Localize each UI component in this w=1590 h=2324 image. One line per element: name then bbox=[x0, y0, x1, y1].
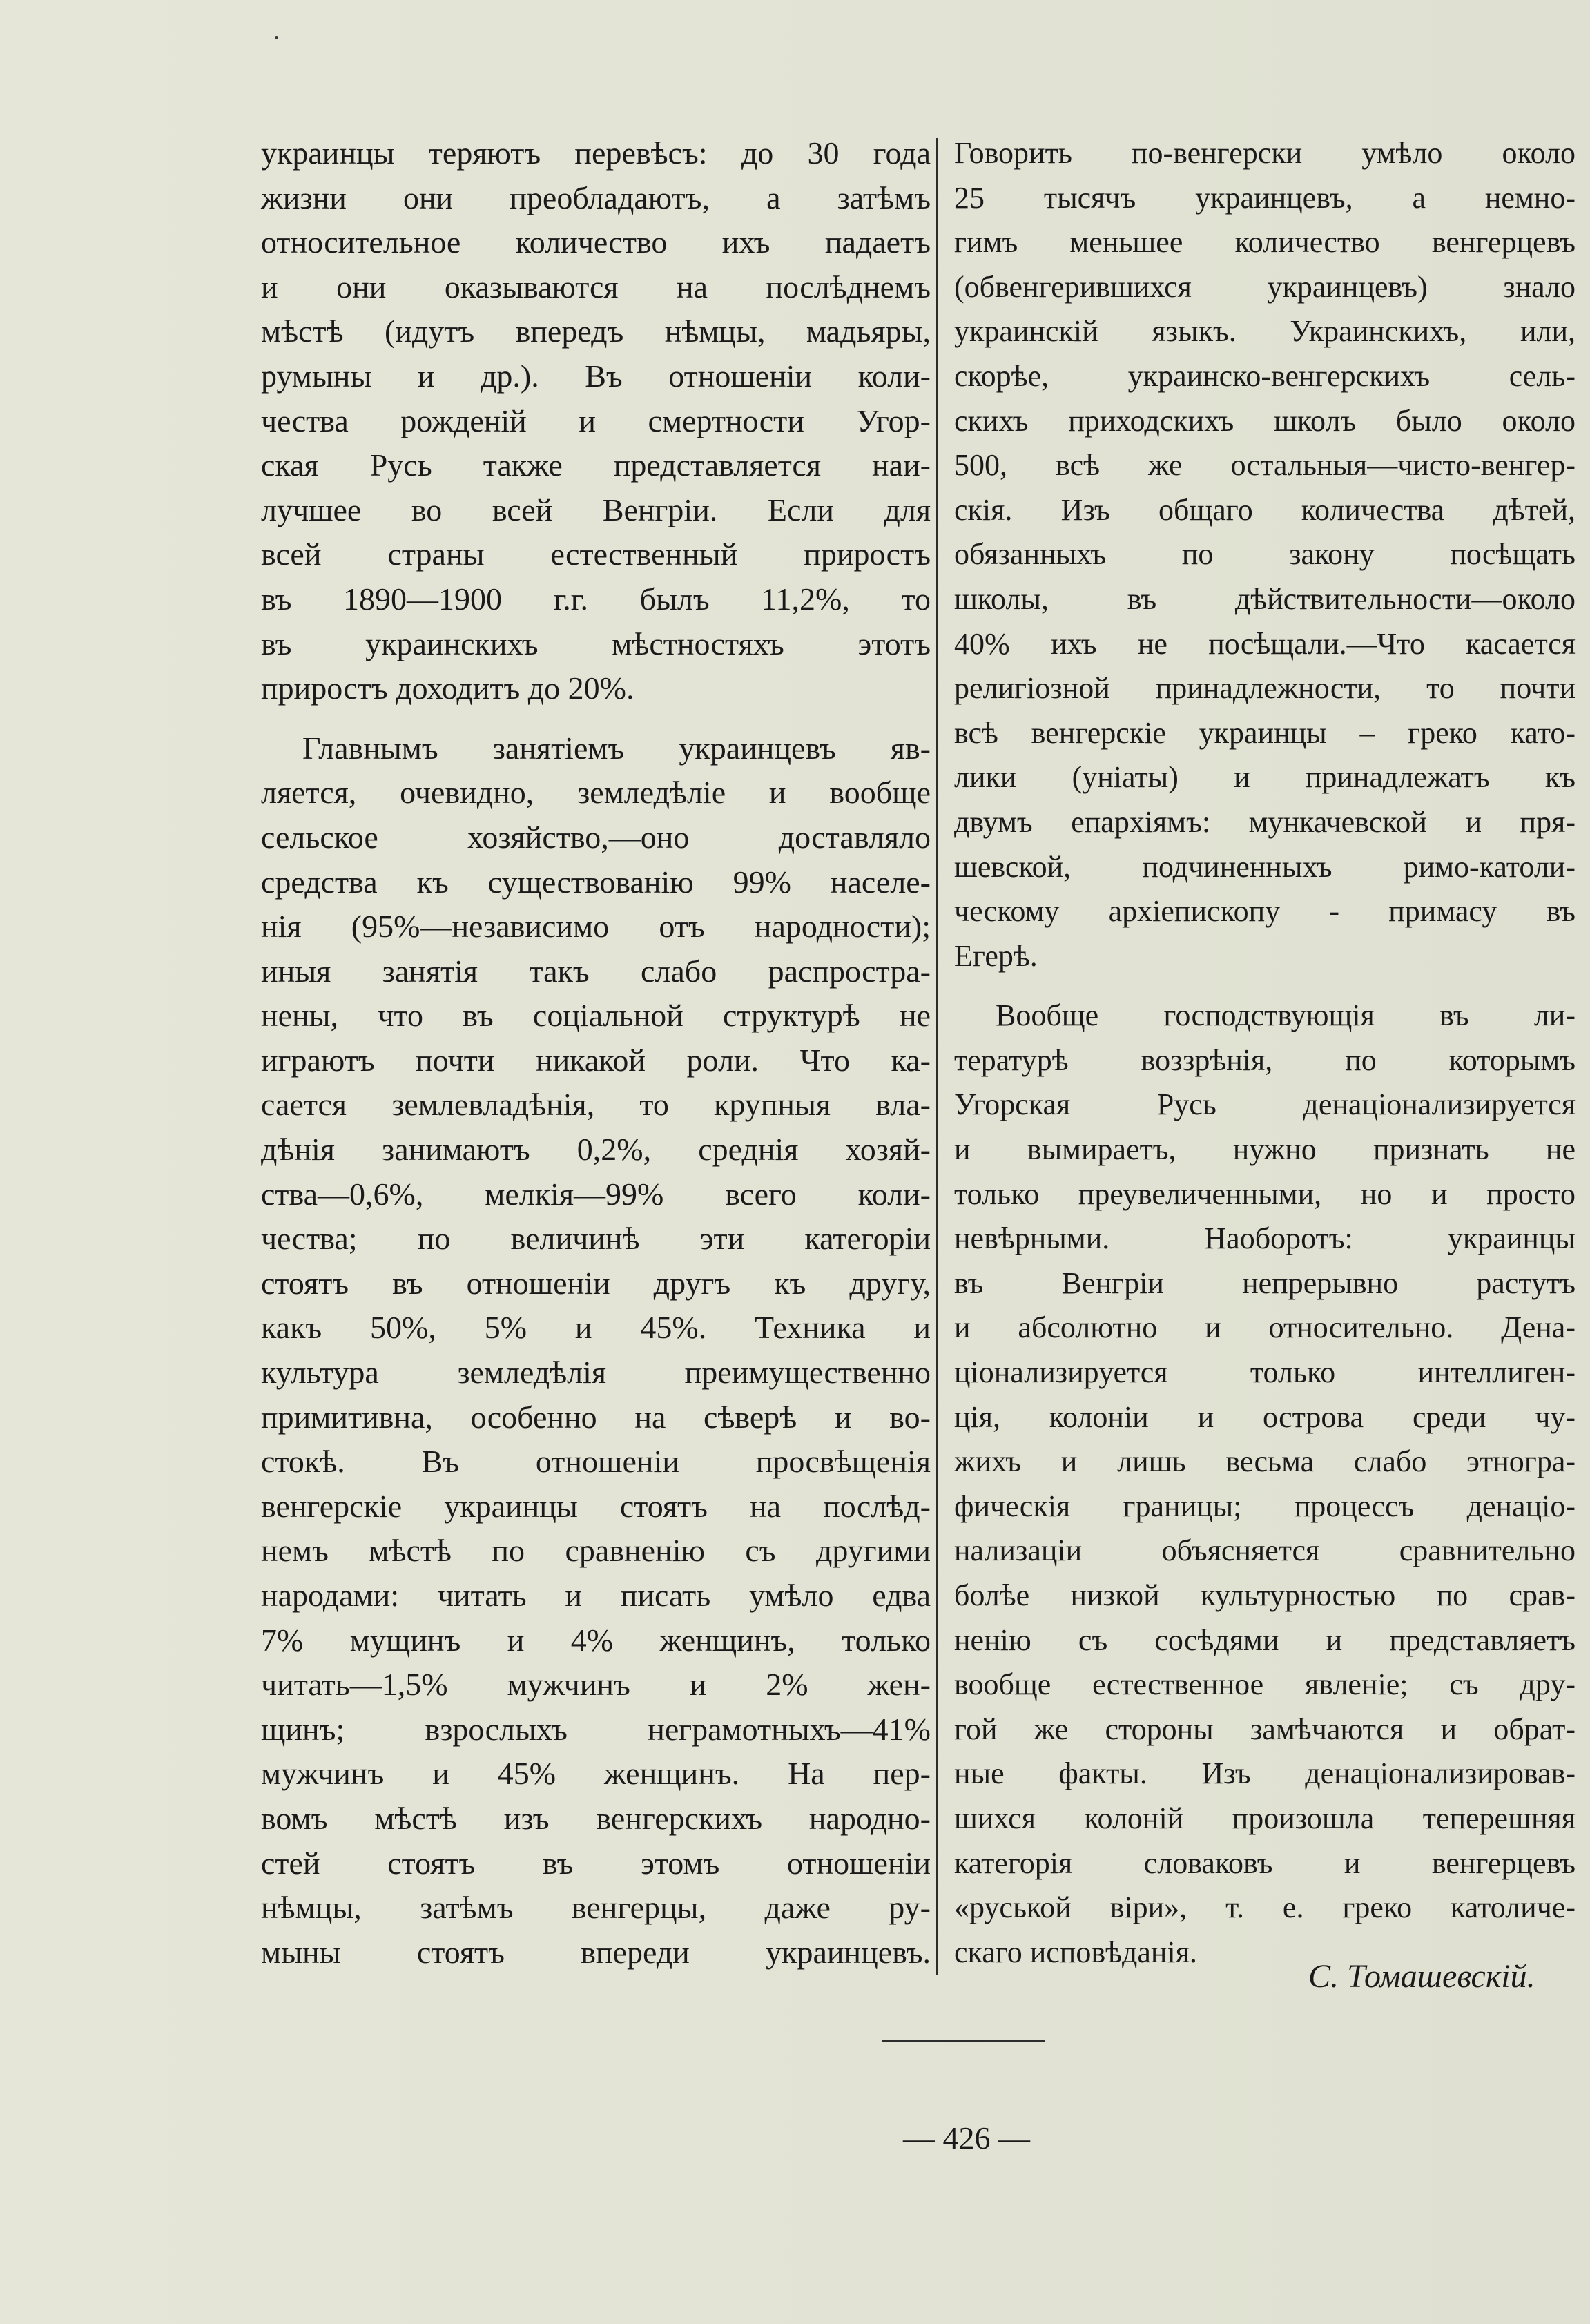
text-line: средства къ существованію 99% населе- bbox=[261, 864, 931, 900]
text-line: скихъ приходскихъ школъ было около bbox=[954, 403, 1576, 438]
text-line: мужчинъ и 45% женщинъ. На пер- bbox=[261, 1756, 931, 1792]
text-line: народами: читать и писать умѣло едва bbox=[261, 1578, 931, 1613]
text-line: украинскій языкъ. Украинскихъ, или, bbox=[954, 314, 1576, 349]
text-line: 40% ихъ не посѣщали.—Что касается bbox=[954, 626, 1576, 661]
speck bbox=[275, 36, 278, 39]
text-line: ства—0,6%, мелкія—99% всего коли- bbox=[261, 1176, 931, 1212]
text-line: 500, всѣ же остальныя—чисто-венгер- bbox=[954, 448, 1576, 483]
text-line: венгерскіе украинцы стоятъ на послѣд- bbox=[261, 1488, 931, 1524]
text-line: скаго исповѣданія. bbox=[954, 1935, 1197, 1969]
text-line: жизни они преобладаютъ, а затѣмъ bbox=[261, 180, 931, 215]
text-line: стей стоятъ въ этомъ отношеніи bbox=[261, 1845, 931, 1881]
text-line: ціонализируется только интеллиген- bbox=[954, 1355, 1576, 1390]
text-line: двумъ епархіямъ: мункачевской и пря- bbox=[954, 804, 1576, 839]
text-line: скія. Изъ общаго количества дѣтей, bbox=[954, 492, 1576, 527]
text-line: сельское хозяйство,—оно доставляло bbox=[261, 819, 931, 855]
text-line: 7% мущинъ и 4% женщинъ, только bbox=[261, 1622, 931, 1658]
text-line: мѣстѣ (идутъ впередъ нѣмцы, мадьяры, bbox=[261, 313, 931, 349]
text-line: въ Венгріи непрерывно растутъ bbox=[954, 1266, 1576, 1300]
right-column bbox=[954, 131, 1576, 1975]
text-line: ція, колоніи и острова среди чу- bbox=[954, 1400, 1576, 1434]
text-line: ненію съ сосѣдями и представляетъ bbox=[954, 1623, 1576, 1657]
text-line: и вымираетъ, нужно признать не bbox=[954, 1132, 1576, 1167]
text-line: только преувеличенными, но и просто bbox=[954, 1176, 1576, 1211]
text-line: (обвенгерившихся украинцевъ) знало bbox=[954, 269, 1576, 304]
text-line: ные факты. Изъ денаціонализировав- bbox=[954, 1756, 1576, 1791]
text-line: религіозной принадлежности, то почти bbox=[954, 671, 1576, 706]
text-line: жихъ и лишь весьма слабо этногра- bbox=[954, 1444, 1576, 1479]
text-line: чества; по величинѣ эти категоріи bbox=[261, 1221, 931, 1257]
left-column bbox=[261, 131, 931, 1975]
text-line: всѣ венгерскіе украинцы – греко като- bbox=[954, 715, 1576, 750]
text-line: тературѣ воззрѣнія, по которымъ bbox=[954, 1043, 1576, 1077]
text-line: иныя занятія такъ слабо распростра- bbox=[261, 953, 931, 989]
author-signature: С. Томашевскій. bbox=[1308, 1958, 1535, 1995]
text-line: въ украинскихъ мѣстностяхъ этотъ bbox=[261, 626, 931, 661]
text-line: нализаціи объясняется сравнительно bbox=[954, 1533, 1576, 1568]
column-divider bbox=[936, 138, 938, 1975]
text-line: Главнымъ занятіемъ украинцевъ яв- bbox=[302, 730, 931, 766]
text-line: играютъ почти никакой роли. Что ка- bbox=[261, 1042, 931, 1078]
text-line: Угорская Русь денаціонализируется bbox=[954, 1087, 1576, 1122]
text-line: шихся колоній произошла теперешняя bbox=[954, 1801, 1576, 1835]
text-line: ляется, очевидно, земледѣліе и вообще bbox=[261, 775, 931, 811]
text-line: мыны стоятъ впереди украинцевъ. bbox=[261, 1934, 931, 1970]
text-line: дѣнія занимаютъ 0,2%, среднія хозяй- bbox=[261, 1132, 931, 1168]
text-line: школы, въ дѣйствительности—около bbox=[954, 581, 1576, 616]
text-line: немъ мѣстѣ по сравненію съ другими bbox=[261, 1533, 931, 1569]
text-line: скорѣе, украинско-венгерскихъ сель- bbox=[954, 358, 1576, 393]
text-line: стоятъ въ отношеніи другъ къ другу, bbox=[261, 1265, 931, 1301]
text-line: украинцы теряютъ перевѣсъ: до 30 года bbox=[261, 135, 931, 171]
text-line: Вообще господствующія въ ли- bbox=[996, 998, 1576, 1033]
text-line: и они оказываются на послѣднемъ bbox=[261, 269, 931, 304]
text-line: какъ 50%, 5% и 45%. Техника и bbox=[261, 1310, 931, 1346]
text-line: «руськой віри», т. е. греко католиче- bbox=[954, 1890, 1576, 1925]
text-line: щинъ; взрослыхъ неграмотныхъ—41% bbox=[261, 1711, 931, 1747]
page-number: — 426 — bbox=[903, 2120, 1030, 2156]
text-line: гимъ меньшее количество венгерцевъ bbox=[954, 225, 1576, 260]
text-line: фическія границы; процессъ денаціо- bbox=[954, 1489, 1576, 1523]
text-line: всей страны естественный приростъ bbox=[261, 536, 931, 572]
text-line: 25 тысячъ украинцевъ, а немно- bbox=[954, 180, 1576, 215]
text-line: болѣе низкой культурностью по срав- bbox=[954, 1578, 1576, 1612]
text-line: примитивна, особенно на сѣверѣ и во- bbox=[261, 1399, 931, 1435]
text-line: и абсолютно и относительно. Дена- bbox=[954, 1310, 1576, 1345]
text-line: нены, что въ соціальной структурѣ не bbox=[261, 998, 931, 1034]
text-line: Говорить по-венгерски умѣло около bbox=[954, 136, 1576, 170]
text-line: чества рожденій и смертности Угор- bbox=[261, 403, 931, 438]
text-line: сается землевладѣнія, то крупныя вла- bbox=[261, 1087, 931, 1123]
text-line: категорія словаковъ и венгерцевъ bbox=[954, 1846, 1576, 1880]
text-line: культура земледѣлія преимущественно bbox=[261, 1355, 931, 1391]
text-line: обязанныхъ по закону посѣщать bbox=[954, 537, 1576, 572]
end-rule bbox=[882, 2040, 1045, 2042]
text-line: гой же стороны замѣчаются и обрат- bbox=[954, 1712, 1576, 1746]
text-line: ческому архіепископу - примасу въ bbox=[954, 894, 1576, 929]
text-line: относительное количество ихъ падаетъ bbox=[261, 224, 931, 260]
text-line: невѣрными. Наоборотъ: украинцы bbox=[954, 1221, 1576, 1256]
text-line: шевской, подчиненныхъ римо-католи- bbox=[954, 849, 1576, 884]
text-line: ская Русь также представляется наи- bbox=[261, 447, 931, 483]
text-line: румыны и др.). Въ отношеніи коли- bbox=[261, 358, 931, 394]
text-line: лучшее во всей Венгріи. Если для bbox=[261, 492, 931, 527]
text-line: нѣмцы, затѣмъ венгерцы, даже ру- bbox=[261, 1890, 931, 1926]
text-line: вомъ мѣстѣ изъ венгерскихъ народно- bbox=[261, 1800, 931, 1836]
text-line: стокѣ. Въ отношеніи просвѣщенія bbox=[261, 1444, 931, 1480]
text-line: нія (95%—независимо отъ народности); bbox=[261, 909, 931, 945]
text-line: лики (уніаты) и принадлежатъ къ bbox=[954, 760, 1576, 795]
text-line: вообще естественное явленіе; съ дру- bbox=[954, 1667, 1576, 1702]
text-line: приростъ доходитъ до 20%. bbox=[261, 670, 634, 706]
text-line: въ 1890—1900 г.г. былъ 11,2%, то bbox=[261, 581, 931, 617]
text-line: читать—1,5% мужчинъ и 2% жен- bbox=[261, 1667, 931, 1703]
text-line: Егерѣ. bbox=[954, 938, 1038, 973]
